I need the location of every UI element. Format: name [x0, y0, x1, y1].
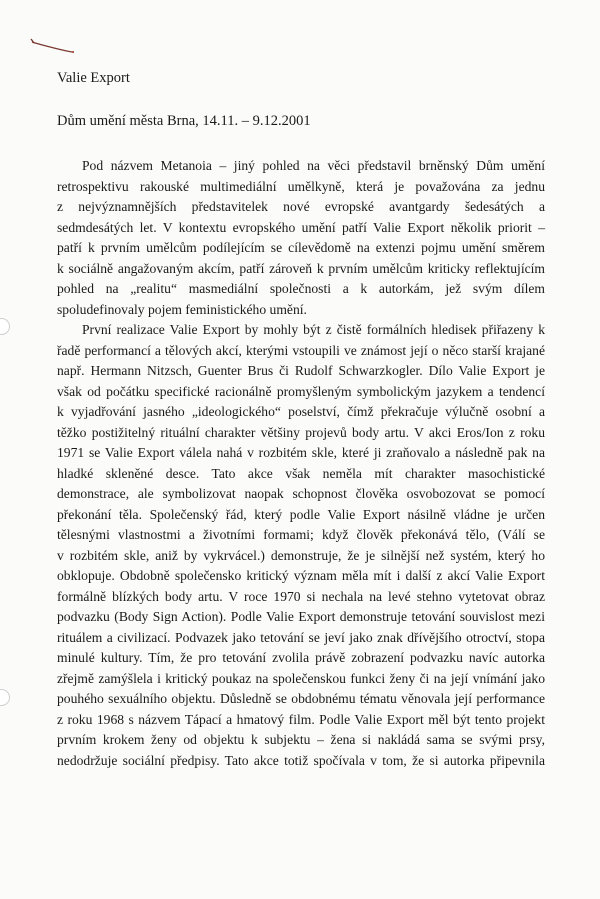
text-line: patří k prvním umělcům podílejícím se cílevědomě na extenzi pojmu umění směrem	[57, 240, 545, 255]
text-line: podvazku (Body Sign Action). Podle Valie Export demonstruje tetování souvislost mezi	[57, 609, 545, 624]
text-line: 1971 se Valie Export válela nahá v rozbitém skle, které ji zraňovalo a následně pak na	[57, 445, 545, 460]
text-line: k vyjadřování jasného „ideologického“ poselství, čímž překračuje výlučně osobní a	[57, 404, 545, 419]
text-line: prvním krokem ženy od objektu k subjektu – žena si nakládá sama se svými prsy,	[57, 732, 545, 747]
text-line: demonstrace, ale symbolizovat naopak schopnost člověka osvobozovat se pomocí	[57, 486, 545, 501]
text-line: však od počátku specifické racionálně promyšleným symbolickým jazykem a tendencí	[57, 383, 545, 399]
text-line: minulé kultury. Tím, že pro tetování zvolila právě zobrazení podvazku navíc autorka	[57, 650, 545, 665]
text-line: těžko postižitelný rituální charakter většiny projevů body artu. V akci Eros/Ion z roku	[57, 424, 545, 440]
text-line: v rozbitém skle, aniž by vykrvácel.) demonstruje, že je silnější než systém, který ho	[57, 547, 545, 563]
text-line: hladké skleněné desce. Tato akce však neměla mít charakter masochistické	[57, 465, 545, 481]
text-line: nedodržuje sociální předpisy. Tato akce totiž spočívala v tom, že si autorka připevnila	[57, 752, 545, 768]
text-line: První realizace Valie Export by mohly být z čistě formálních hledisek přiřazeny k	[82, 322, 545, 337]
text-line: překonání těla. Společenský řád, který podle Valie Export násilně vládne je určen	[57, 506, 545, 522]
text-line: obklopuje. Obdobně společensko kritický význam měla mít i další z akcí Valie Export	[57, 568, 545, 583]
article-body	[57, 156, 545, 771]
punch-hole-bottom	[0, 689, 10, 706]
text-line: tělesnými vlastnostmi a životními formami; když člověk překonává tělo, (Válí se	[57, 527, 545, 542]
text-line: k sociálně angažovaným akcím, patří zároveň k prvním umělcům kriticky reflektujícím	[57, 260, 545, 276]
text-line: retrospektivu rakouské multimediální umělkyně, která je považována za jednu	[57, 178, 545, 194]
venue-and-dates: Dům umění města Brna, 14.11. – 9.12.2001	[57, 113, 311, 129]
author-name: Valie Export	[57, 70, 130, 86]
text-line: formálně blízkých body artu. V roce 1970 si nechala na levé stehno vytetovat obraz	[57, 588, 545, 604]
text-line: pouhého sexuálního objektu. Důsledně se obdobnému tématu věnovala její performance	[57, 691, 545, 706]
punch-hole-top	[0, 318, 10, 335]
text-line: rituálem a civilizací. Podvazek jako tetování se jeví jako znak dřívějšího otroctví, stopa	[57, 629, 545, 645]
text-line: Pod názvem Metanoia – jiný pohled na věci představil brněnský Dům umění	[82, 158, 545, 173]
text-line: zřejmě zamýšlela i kritický poukaz na společenskou funkci ženy či na její vnímání jako	[57, 670, 545, 686]
text-line: z roku 1968 s názvem Tápací a hmatový film. Podle Valie Export měl být tento projekt	[57, 711, 545, 727]
paragraph-1	[57, 156, 545, 320]
text-line: řadě performancí a tělových akcí, kterými vstoupili ve známost její o něco starší krajané	[57, 342, 545, 358]
text-line: spoludefinovaly pojem feministického umění.	[57, 301, 307, 317]
pen-mark	[28, 34, 78, 58]
text-line: sedmdesátých let. V kontextu evropského umění patří Valie Export několik priorit –	[57, 219, 545, 235]
text-line: např. Hermann Nitzsch, Guenter Brus či Rudolf Schwarzkogler. Dílo Valie Export je	[57, 363, 545, 378]
text-line: z nejvýznamnějších představitelek nové evropské avantgardy šedesátých a	[57, 199, 545, 214]
paragraph-2	[57, 320, 545, 771]
text-line: pohled na „realitu“ masmediální společnosti a k autorkám, jež svým dílem	[57, 281, 545, 296]
